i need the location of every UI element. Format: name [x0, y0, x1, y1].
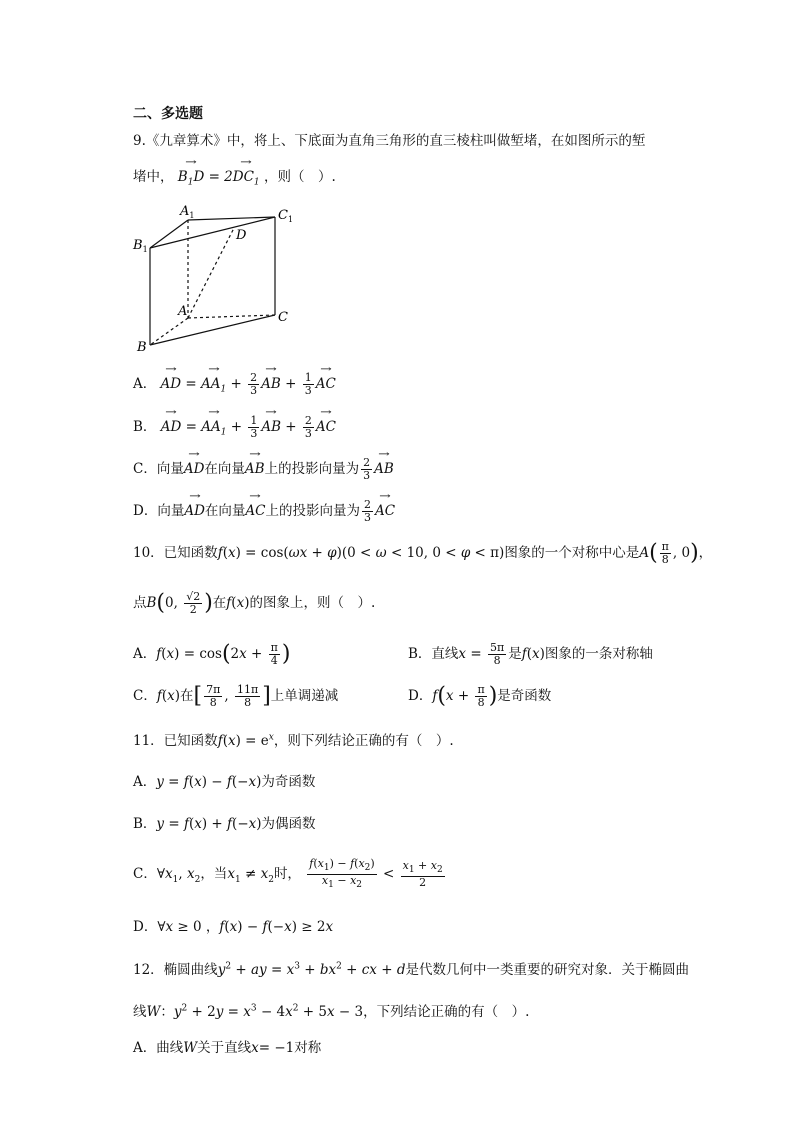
q11-option-a[interactable]: A．y = f(x) − f(−x)为奇函数: [133, 774, 316, 790]
q9-option-b[interactable]: B． → AD = → $AA_1$ + $\frac{1}{3}$ → AB + $\frac{2}{3}$ → AC: [133, 415, 336, 440]
q12-stem-line1: 12．椭圆曲线$y^2$ + ay = $x^3 + bx^2$ + cx + d是代数几何中一类重要的研究对象．关于椭圆曲: [133, 961, 689, 978]
q11-option-b[interactable]: B．y = f(x) + f(−x)为偶函数: [133, 816, 316, 832]
q11-option-c[interactable]: C．$\forall x_1$, $x_2$，当$x_1 \ne x_2$时， $\frac{f(x_1) - f(x_2)}{x_1 - x_2}$ < $\frac{x_1 + x_2}{2}$: [133, 857, 443, 891]
q12-stem-line2: 线W：$y^2 + 2y = x^3 - 4x^2 + 5x - 3$，下列结论正确的有（ ）.: [133, 1003, 530, 1020]
q11-stem: 11．已知函数$f(x) = e^x$，则下列结论正确的有（ ）.: [133, 732, 454, 749]
q10-stem-line2: 点B(0, $\frac{√2}{2}$ )在f(x)的图象上，则（ ）.: [133, 590, 376, 616]
q9-stem-line1: 9.《九章算术》中，将上、下底面为直角三角形的直三棱柱叫做堑堵，在如图所示的堑: [133, 133, 646, 149]
label-A1: $A_1$: [180, 204, 195, 220]
q11-option-d[interactable]: D．∀x ≥ 0 ，f(x) − f(−x) ≥ 2x: [133, 919, 334, 935]
label-C1: $C_1$: [278, 208, 294, 224]
q10-option-c[interactable]: C．f(x)在[ $\frac{7\pi}{8}$ , $\frac{11\pi}{8}$ ]上单调递减: [133, 683, 339, 709]
label-D: D: [236, 228, 247, 243]
q9-option-c[interactable]: C．向量→ AD在向量→ AB上的投影向量为 $\frac{2}{3}$ → AB: [133, 457, 394, 482]
q10-option-a[interactable]: A．f(x) = cos(2x + $\frac{\pi}{4}$ ): [133, 641, 291, 667]
q9-option-d[interactable]: D．向量→ AD在向量→ AC上的投影向量为 $\frac{2}{3}$ → AC: [133, 499, 395, 524]
q9-stem-prefix: 堵中，: [133, 169, 174, 185]
q9-option-a[interactable]: A． → AD = → $AA_1$ + $\frac{2}{3}$ → AB + $\frac{1}{3}$ → AC: [133, 372, 336, 397]
q10-stem-line1: 10．已知函数f(x) = cos(ωx + φ)(0 < ω < 10, 0 < φ < π)图象的一个对称中心是A( $\frac{\pi}{8}$ , 0)，: [133, 540, 713, 566]
q10-option-d[interactable]: D．f(x + $\frac{\pi}{8}$ )是奇函数: [408, 683, 552, 709]
q9-vector-condition: → $B_1D = 2\to DC_1$: [178, 169, 260, 185]
q10-option-b[interactable]: B．直线x = $\frac{5\pi}{8}$ 是f(x)图象的一条对称轴: [408, 641, 653, 667]
q12-option-a[interactable]: A．曲线W关于直线x= −1对称: [133, 1040, 322, 1056]
prism-figure: [130, 200, 300, 360]
q9-stem-suffix: ，则（ ）.: [263, 169, 336, 185]
q9-stem-line2: [133, 165, 336, 188]
label-B: B: [137, 340, 147, 355]
label-A: A: [178, 304, 188, 319]
label-C: C: [278, 310, 288, 325]
label-B1: $B_1$: [133, 238, 148, 254]
section-title: 二、多选题: [133, 106, 203, 122]
